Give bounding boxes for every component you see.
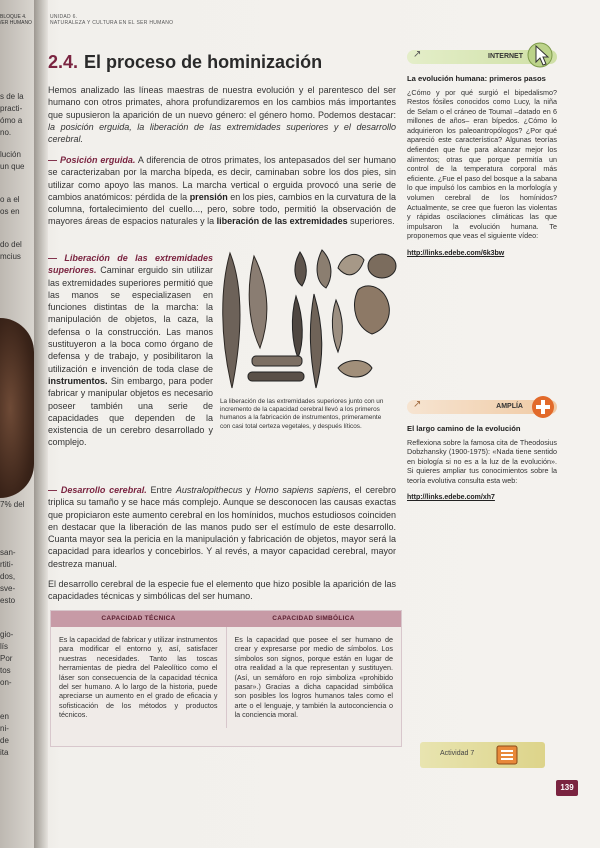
prev-fragment: no. bbox=[0, 128, 12, 137]
prev-fragment: lución bbox=[0, 150, 21, 159]
prev-fragment: san- bbox=[0, 548, 16, 557]
item-text: y bbox=[242, 485, 255, 495]
amplia-box bbox=[407, 400, 557, 503]
prev-fragment: ni- bbox=[0, 724, 9, 733]
item-text: Entre bbox=[146, 485, 176, 495]
notebook-icon bbox=[496, 745, 518, 765]
unit-title: NATURALEZA Y CULTURA EN EL SER HUMANO bbox=[50, 20, 174, 26]
dash-bullet: — bbox=[48, 253, 65, 263]
internet-label: INTERNET bbox=[488, 53, 523, 60]
amplia-label: AMPLÍA bbox=[496, 403, 523, 410]
book-spine-fold bbox=[34, 0, 48, 848]
table-header bbox=[51, 611, 401, 627]
prev-fragment: un que bbox=[0, 162, 25, 171]
prev-fragment: gio- bbox=[0, 630, 14, 639]
item-erect-posture bbox=[48, 154, 396, 228]
prev-fragment: tos bbox=[0, 666, 11, 675]
page-number: 139 bbox=[556, 780, 578, 796]
item-text: Caminar erguido sin utilizar las extremidades superiores permitió que las manos se especializasen en funciones distintas de la marcha: la manipulación de objetos, la caza, la defensa o la construcción. Las manos sustituyeron a la boca como órgano de defensa y de trabajo, y posibilitaron la utilización e invención de toda clase de bbox=[48, 265, 213, 374]
previous-page-header: BLOQUE 4. /ER HUMANO bbox=[0, 14, 32, 26]
prev-fragment: o a el bbox=[0, 195, 20, 204]
bold-term: liberación de las extremidades bbox=[216, 216, 348, 227]
species-name: Australopithecus bbox=[175, 485, 243, 495]
plus-icon bbox=[531, 395, 555, 419]
prev-fragment: s de la bbox=[0, 92, 24, 101]
column-header-symbolic: CAPACIDAD SIMBÓLICA bbox=[272, 615, 355, 622]
internet-heading: La evolución humana: primeros pasos bbox=[407, 74, 546, 83]
prev-fragment: do del bbox=[0, 240, 22, 249]
prev-fragment: 7% del bbox=[0, 500, 25, 509]
prev-fragment: lís bbox=[0, 642, 8, 651]
prev-fragment: practi- bbox=[0, 104, 23, 113]
item-text: Sin embargo, para poder fabricar y manipular objetos es necesario poseer también una serie de capacidades que dependen de la existencia de un cerebro desarrollado y complejo. bbox=[48, 375, 213, 448]
item-text: superiores. bbox=[347, 216, 395, 227]
prev-fragment: en bbox=[0, 712, 9, 721]
item-text: A diferencia de otros primates, los antepasados del ser humano se caracterizaban por la marcha bípeda, es decir, caminaban sobre los dos pies, sin utilizar como apoyo las manos. La marcha vertical o erguida provocó una serie de cambios anatómicos: pérdida de la bbox=[48, 155, 397, 202]
previous-page-edge bbox=[0, 0, 34, 848]
dash-bullet: — bbox=[48, 155, 60, 165]
prev-fragment: os en bbox=[0, 207, 20, 216]
cell-technical: Es la capacidad de fabricar y utilizar instrumentos para modificar el entorno y, así, satisfacer nuestras necesidades. Tanto las toscas herramientas de piedra del Paleolítico como el láser son consecuencia de la capacidad técnica del ser humano. A lo largo de la historia, puede apreciarse un aumento en el grado de eficacia y sofisticación de los métodos y productos técnicos. bbox=[51, 627, 227, 728]
internet-box bbox=[407, 50, 557, 259]
amplia-banner bbox=[407, 400, 557, 414]
item-upper-limbs bbox=[48, 252, 213, 449]
intro-emphasis: la posición erguida, la liberación de las extremidades superiores y el desarrollo cerebral. bbox=[48, 121, 396, 145]
internet-banner bbox=[407, 50, 557, 64]
section-heading: El proceso de hominización bbox=[84, 52, 323, 72]
previous-page-photo bbox=[0, 318, 34, 498]
amplia-heading: El largo camino de la evolución bbox=[407, 424, 521, 433]
dash-bullet: — bbox=[48, 485, 61, 495]
prev-fragment: sve- bbox=[0, 584, 16, 593]
section-title bbox=[48, 52, 322, 73]
prev-fragment: de bbox=[0, 736, 9, 745]
closing-paragraph bbox=[48, 578, 396, 603]
internet-text: ¿Cómo y por qué surgió el bipedalismo? Restos fósiles conocidos como Lucy, la niña de Selam o el cráneo de Toumaï –datado en 6 millones de años– eran bípedos. ¿Cómo lo adquirieron los paleoantropólogos? ¿Por qué apareció este característica? Algunas teorías defienden que fue para alcanzar mejor los alimentos; otras que porque permitía un control de la temperatura corporal más eficiente. ¿Fue el paso del bosque a la sabana lo que impulsó los cambios en la morfología y volumen cerebral de los homínidos? Actualmente, se cree que fueron las violentas y rápidas oscilaciones climáticas las que impulsaron la evolución humana. Te proponemos que veas el siguiente vídeo: bbox=[407, 87, 557, 241]
prev-fragment: ita bbox=[0, 748, 9, 757]
prev-fragment: dos, bbox=[0, 572, 16, 581]
capacities-table bbox=[50, 610, 402, 747]
arrow-icon: ↗ bbox=[413, 399, 422, 410]
internet-link[interactable]: http://links.edebe.com/6k3bw bbox=[407, 250, 505, 257]
activity-label: Actividad 7 bbox=[440, 750, 475, 757]
amplia-link[interactable]: http://links.edebe.com/xh7 bbox=[407, 494, 495, 502]
prev-fragment: ómo a bbox=[0, 116, 23, 125]
figure-caption: La liberación de las extremidades superiores junto con un incremento de la capacidad cerebral llevó a los primeros humanos a la fabricación de instrumentos, primeramente con casi total certeza vegetales, y después líticos. bbox=[220, 398, 384, 430]
amplia-text: Reflexiona sobre la famosa cita de Theodosius Dobzhansky (1900-1975): «Nada tiene sentido en biología si no es a la luz de la evolución». Si quieres ampliar tus conocimientos sobre la teoría evolutiva consulta esta web: bbox=[407, 437, 557, 485]
activity-box[interactable] bbox=[420, 742, 545, 768]
prev-fragment: mcius bbox=[0, 252, 21, 261]
stone-tools-illustration bbox=[218, 248, 398, 398]
item-brain-development bbox=[48, 484, 396, 570]
running-header bbox=[50, 14, 173, 26]
bold-term: instrumentos. bbox=[48, 375, 108, 386]
unit-label: UNIDAD 6. bbox=[50, 14, 78, 20]
arrow-icon: ↗ bbox=[413, 49, 422, 60]
table-body bbox=[51, 627, 401, 728]
column-header-technical: CAPACIDAD TÉCNICA bbox=[101, 615, 176, 622]
intro-text: Hemos analizado las líneas maestras de nuestra evolución y el parentesco del ser humano con otros primates, ahora profundizaremos en los cambios más importantes que supusieron la aparición de un nuevo género: el género homo. Podemos destacar: bbox=[48, 85, 396, 120]
term-erect-posture: Posición erguida. bbox=[59, 155, 136, 165]
prev-fragment: Por bbox=[0, 654, 13, 663]
prev-fragment: rtiti- bbox=[0, 560, 14, 569]
term-upper-limbs: Liberación de las extremidades superiores. bbox=[48, 253, 213, 276]
section-number: 2.4. bbox=[48, 52, 79, 72]
item-text: en los pies, cambios en la curvatura de la columna, fortalecimiento del cuello..., pero, sobre todo, permitió la observación de mayores áreas de espacios naturales y la bbox=[48, 191, 396, 227]
term-brain-development: Desarrollo cerebral. bbox=[60, 485, 147, 495]
closing-text: El desarrollo cerebral de la especie fue el elemento que hizo posible la aparición de las capacidades técnicas y simbólicas del ser humano. bbox=[48, 579, 396, 602]
prev-fragment: esto bbox=[0, 596, 16, 605]
bold-term: prensión bbox=[189, 191, 228, 202]
cursor-icon bbox=[527, 40, 553, 70]
prev-fragment: on- bbox=[0, 678, 12, 687]
cell-symbolic: Es la capacidad que posee el ser humano de crear y expresarse por medio de símbolos. Los símbolos son signos, porque están en lugar de otra realidad a la que representan y sustituyen. (Así, un semáforo en rojo simboliza «prohibido pasar».) Gracias a dicha capacidad simbólica son posibles los logros humanos tales como el arte o el lenguaje, y también la autoconciencia o la conciencia moral. bbox=[234, 635, 393, 720]
intro-paragraph bbox=[48, 84, 396, 145]
item-text: , el cerebro triplica su tamaño y se hace más complejo. Aunque se desconocen las causas exactas que propiciaron este aumento cerebral en los homínidos, muchos estudiosos coinciden en destacar que la liberación de las manos pudo ser el estímulo de este desarrollo. Cuanta mayor sea la pericia en la manipulación y fabricación de objetos, mayor será la capacidad para idearlos y concebirlos. Y al revés, a mayor capacidad cerebral, mayor destreza manual. bbox=[48, 485, 396, 569]
species-name: Homo sapiens sapiens bbox=[254, 485, 349, 495]
